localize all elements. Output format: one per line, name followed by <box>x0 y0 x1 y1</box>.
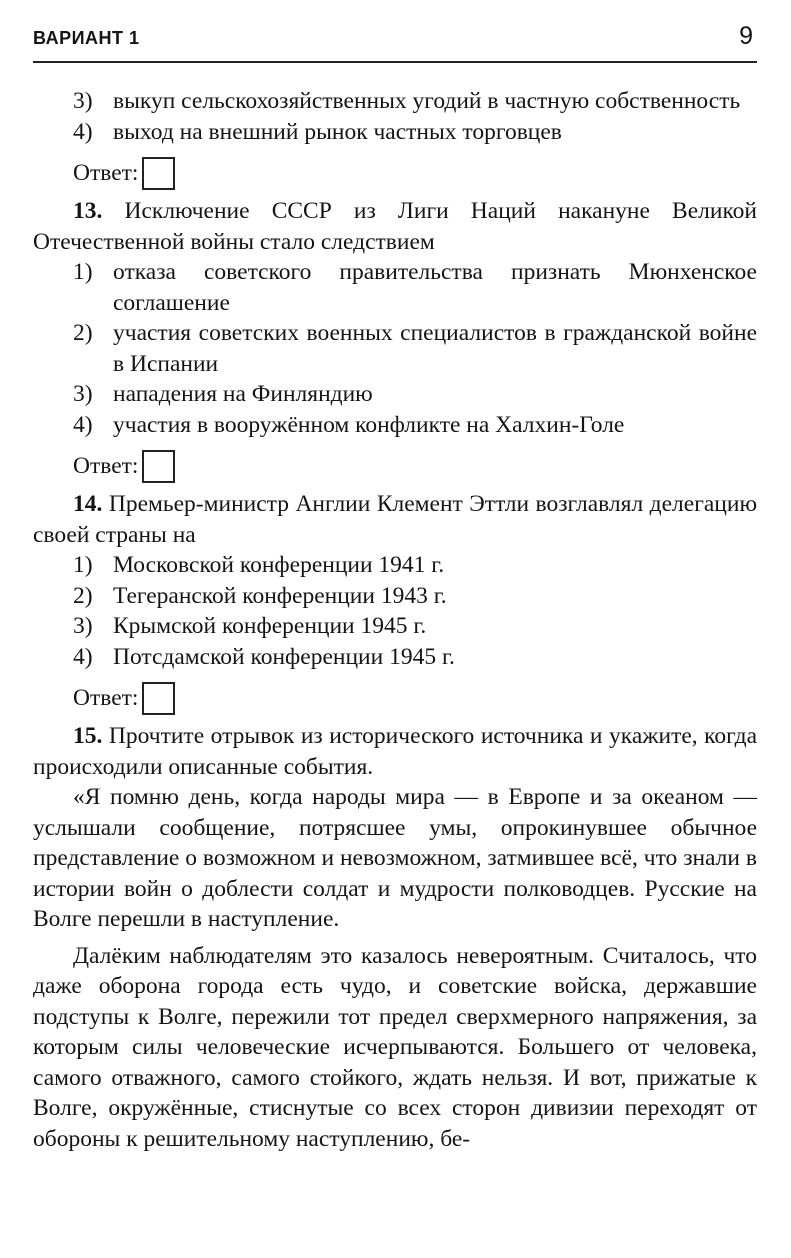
q14-number: 14. <box>73 491 103 517</box>
q15-text: Прочтите отрывок из исторического источника и укажите, когда происходили описанные события. <box>33 723 758 780</box>
option-text: Крымской конференции 1945 г. <box>113 613 427 639</box>
q14-option-4 <box>33 642 757 673</box>
answer-label: Ответ: <box>73 453 139 480</box>
option-number: 3) <box>73 613 93 639</box>
q15-excerpt-paragraph-1: «Я помню день, когда народы мира — в Европе и за океаном — услышали сообщение, потрясшее умы, опрокинувшее обычное представление о возможном и невозможном, затмившее всё, что знали в истории войн о доблести солдат и мудрости полководцев. Русские на Волге перешли в наступление. <box>33 784 757 932</box>
q15-number: 15. <box>73 723 103 749</box>
option-text: Московской конференции 1941 г. <box>113 552 445 578</box>
q14-answer <box>33 682 757 715</box>
option-text: участия советских военных специалистов в гражданской войне в Испании <box>113 320 757 377</box>
q15-excerpt-paragraph-2: Далёким наблюдателям это казалось невероятным. Считалось, что даже оборона города есть чудо, и советские войска, державшие подступы к Волге, пережили тот предел сверхмерного напряжения, за которым силы человеческие исчерпываются. Большего от человека, самого отважного, самого стойкого, ждать нельзя. И вот, прижатые к Волге, окружённые, стиснутые со всех сторон дивизии переходят от обороны к решительному наступлению, бе- <box>33 942 757 1152</box>
option-text: нападения на Финляндию <box>113 381 373 407</box>
option-number: 4) <box>73 118 93 145</box>
option-text: выход на внешний рынок частных торговцев <box>113 118 562 145</box>
q12-option-3 <box>33 86 757 117</box>
page-header <box>33 22 757 56</box>
option-number: 3) <box>73 381 93 407</box>
option-number: 3) <box>73 88 93 114</box>
q12-answer <box>33 157 757 190</box>
option-text: отказа советского правительства признать Мюнхенское соглашение <box>113 259 757 316</box>
option-number: 4) <box>73 643 93 670</box>
answer-box[interactable] <box>142 682 175 715</box>
q14-option-1 <box>33 550 757 581</box>
option-number: 2) <box>73 582 93 609</box>
answer-box[interactable] <box>142 450 175 483</box>
page-content <box>33 86 757 1154</box>
option-number: 1) <box>73 259 93 285</box>
q14-option-2 <box>33 581 757 612</box>
option-text: участия в вооружённом конфликте на Халхин-Голе <box>113 411 625 438</box>
q15-stem <box>33 721 757 782</box>
option-number: 1) <box>73 552 93 578</box>
answer-label: Ответ: <box>73 685 139 712</box>
q13-option-2 <box>33 318 757 379</box>
q13-number: 13. <box>73 198 103 224</box>
option-number: 2) <box>73 320 93 346</box>
q13-option-3 <box>33 379 757 410</box>
q14-text: Премьер-министр Англии Клемент Эттли возглавлял делегацию своей страны на <box>33 491 757 548</box>
answer-box[interactable] <box>142 157 175 190</box>
option-text: Потсдамской конференции 1945 г. <box>113 643 455 670</box>
answer-label: Ответ: <box>73 160 139 187</box>
option-text: выкуп сельскохозяйственных угодий в частную собственность <box>113 88 741 114</box>
q13-option-1 <box>33 257 757 318</box>
q14-option-3 <box>33 611 757 642</box>
q13-text: Исключение СССР из Лиги Наций накануне Великой Отечественной войны стало следствием <box>33 198 757 255</box>
option-text: Тегеранской конференции 1943 г. <box>113 582 447 609</box>
option-number: 4) <box>73 411 93 438</box>
q13-stem <box>33 196 757 257</box>
q12-option-4 <box>33 117 757 148</box>
header-divider <box>33 61 757 63</box>
q13-answer <box>33 450 757 483</box>
page-number: 9 <box>739 22 753 50</box>
variant-title: ВАРИАНТ 1 <box>33 28 140 48</box>
q13-option-4 <box>33 410 757 441</box>
q14-stem <box>33 489 757 550</box>
